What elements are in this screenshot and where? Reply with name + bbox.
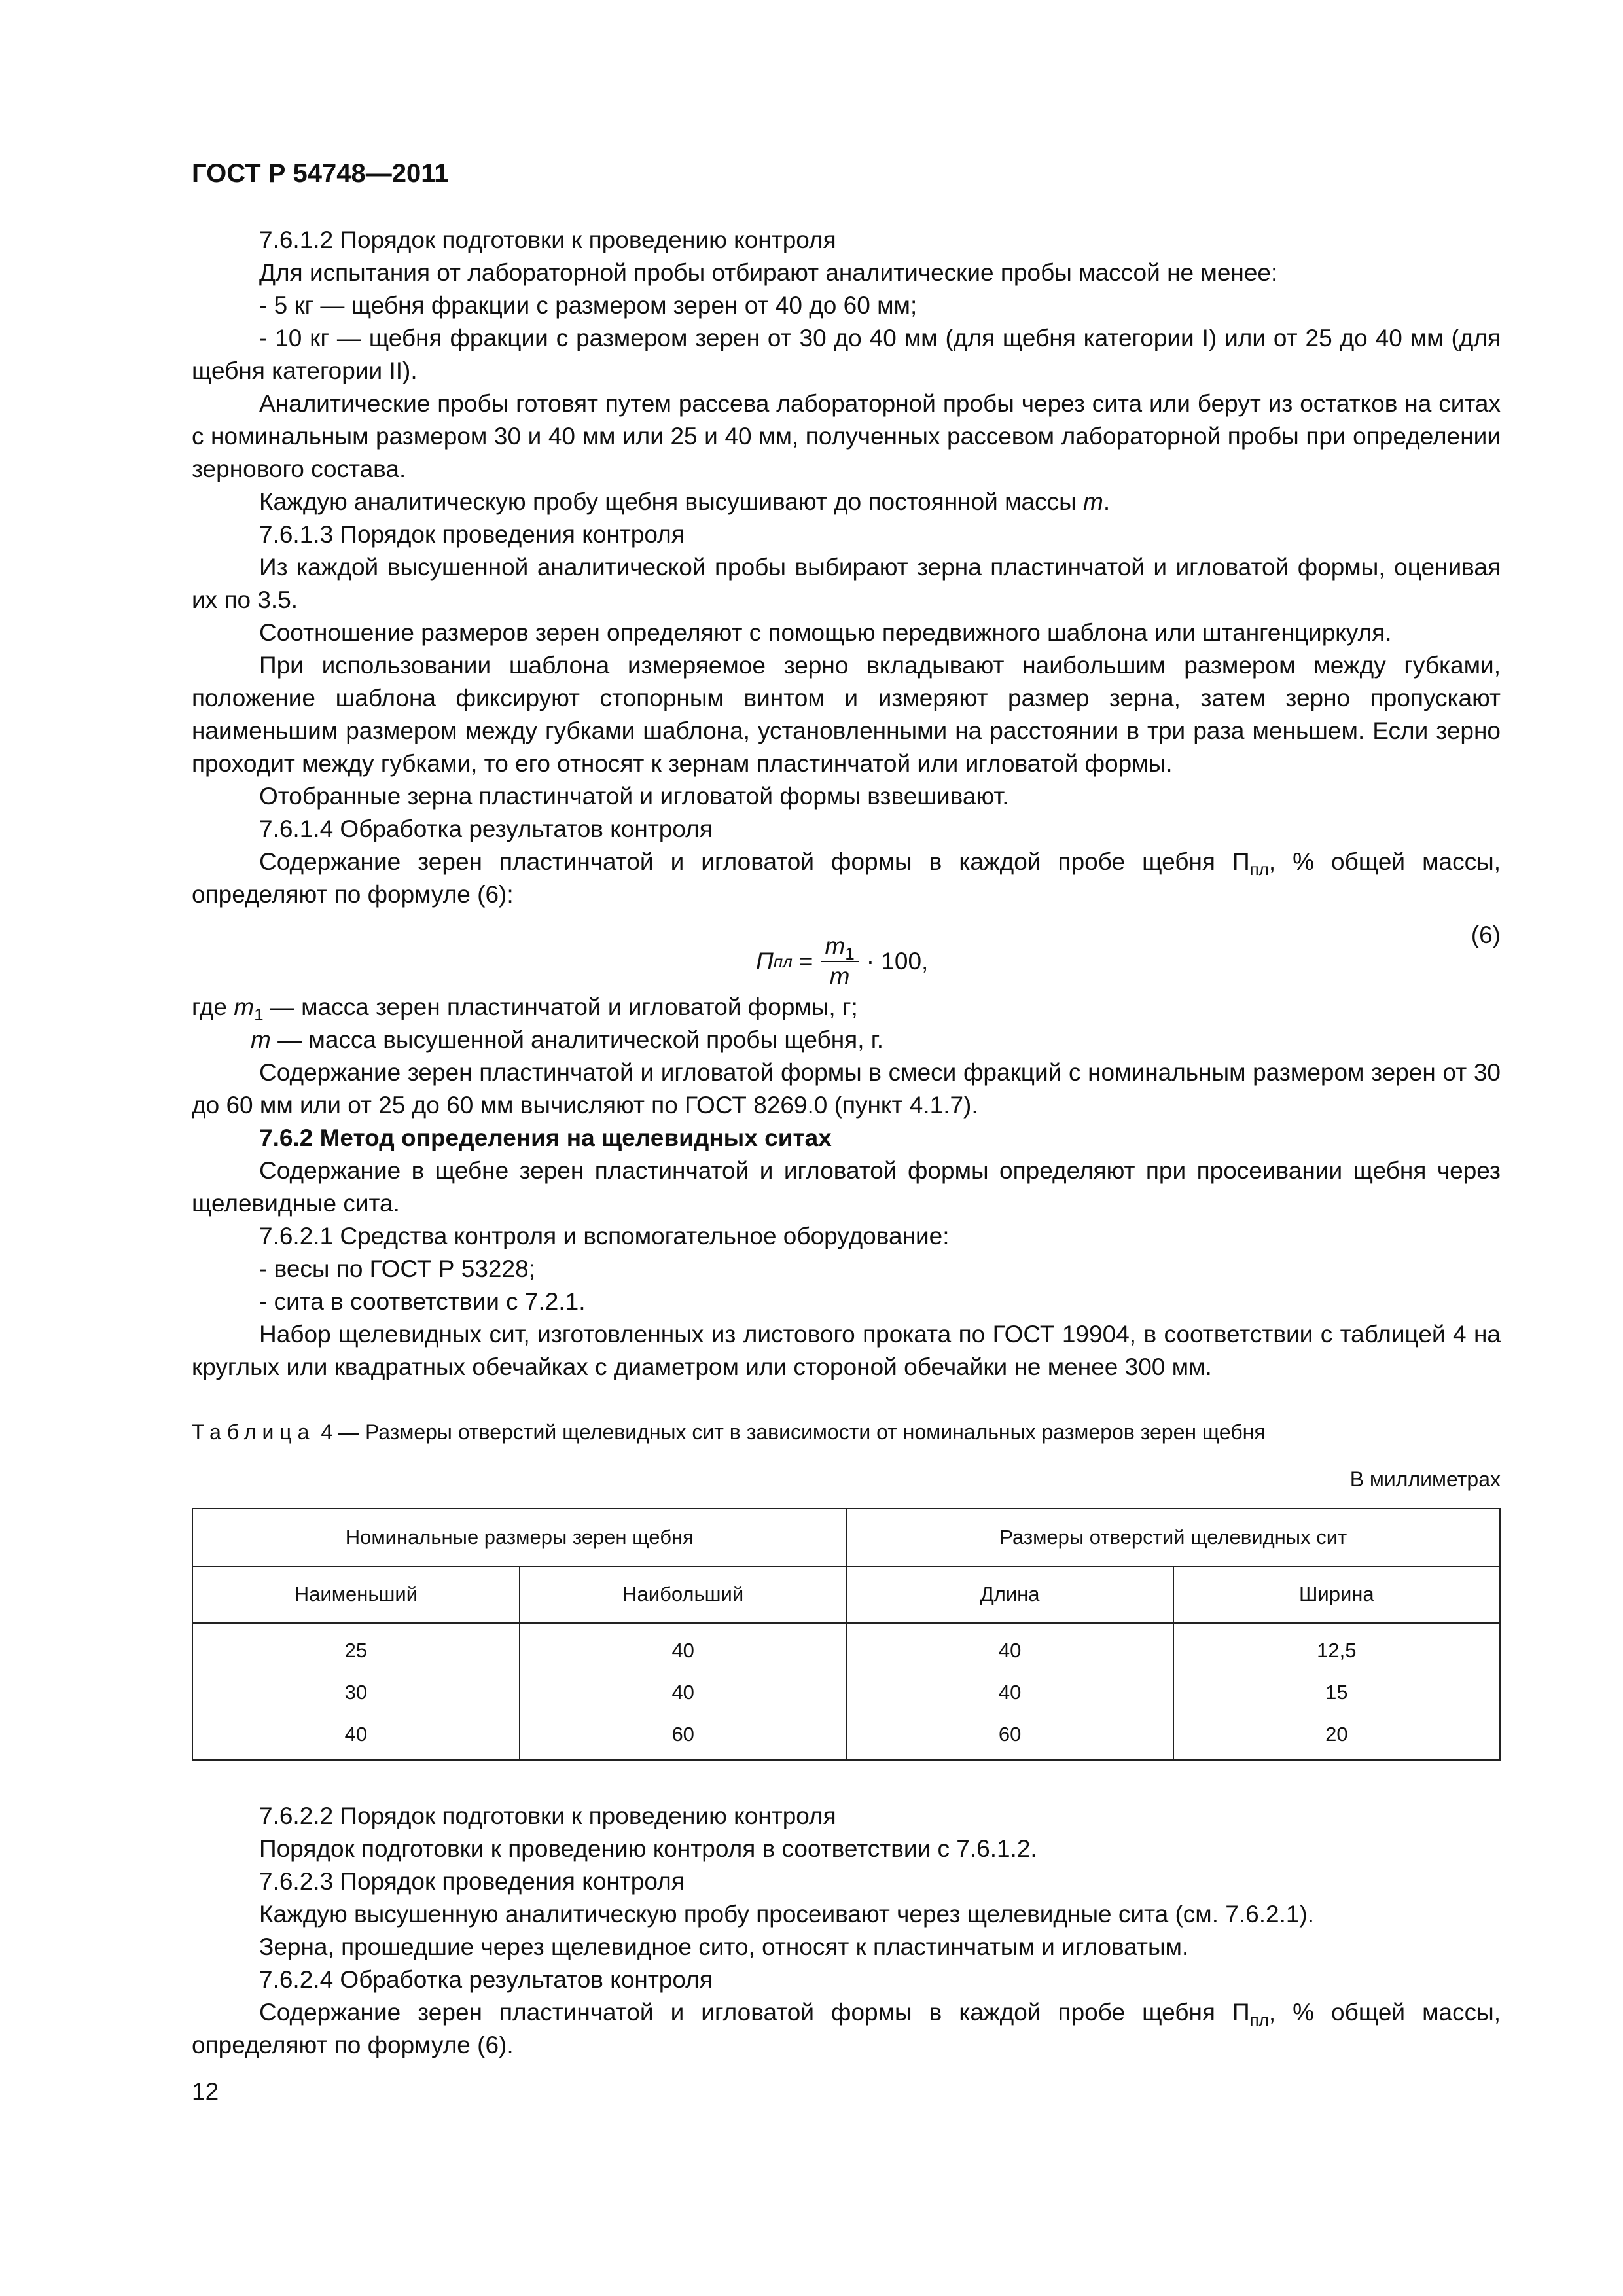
section-7-6-2: 7.6.2 Метод определения на щелевидных ситах [259,1124,832,1151]
paragraph: Каждую высушенную аналитическую пробу просеивают через щелевидные сита (см. 7.6.2.1). [259,1901,1315,1928]
paragraph: Порядок подготовки к проведению контроля в соответствии с 7.6.1.2. [259,1835,1037,1862]
column-header: Длина [847,1566,1173,1623]
fraction: $\frac{m_1}{m}$ [821,932,858,991]
table-cell: 30 [192,1672,520,1713]
equation-number: (6) [1471,922,1501,948]
paragraph: Содержание зерен пластинчатой и игловатой формы в смеси фракций с номинальным размером зерен от 30 до 60 мм или от 25 до 60 мм вычисляют по ГОСТ 8269.0 (пункт 4.1.7). [192,1059,1501,1119]
list-item: - весы по ГОСТ Р 53228; [259,1255,535,1282]
table-unit: В миллиметрах [1349,1467,1501,1491]
table-cell: 25 [192,1623,520,1672]
where-line: m — масса высушенной аналитической пробы щебня, г. [251,1026,884,1053]
section-7-6-2-1: 7.6.2.1 Средства контроля и вспомогательное оборудование: [259,1223,950,1249]
table-cell: 40 [520,1623,847,1672]
paragraph: Содержание в щебне зерен пластинчатой и игловатой формы определяют при просеивании щебня через щелевидные сита. [192,1157,1501,1217]
column-header: Наибольший [520,1566,847,1623]
document-page [192,157,1501,2062]
paragraph: Для испытания от лабораторной пробы отбирают аналитические пробы массой не менее: [259,259,1278,286]
paragraph: Содержание зерен пластинчатой и игловатой формы в каждой пробе щебня $П_{пл}$, % общей массы, определяют по формуле (6): [192,848,1501,908]
paragraph: Аналитические пробы готовят путем рассева лабораторной пробы через сита или берут из остатков на ситах с номинальным размером 30 и 40 мм или 25 и 40 мм, полученных рассевом лабораторной пробы при определении зернового состава. [192,390,1501,482]
section-7-6-1-2: 7.6.1.2 Порядок подготовки к проведению контроля [259,226,836,253]
column-header: Ширина [1173,1566,1500,1623]
table-cell: 20 [1173,1713,1500,1760]
table-cell: 40 [192,1713,520,1760]
sieve-table [192,1508,1501,1761]
paragraph: Соотношение размеров зерен определяют с помощью передвижного шаблона или штангенциркуля. [259,619,1392,646]
list-item: - 10 кг — щебня фракции с размером зерен от 30 до 40 мм (для щебня категории I) или от 25 до 40 мм (для щебня категории II). [192,325,1501,384]
section-7-6-2-2: 7.6.2.2 Порядок подготовки к проведению контроля [259,1803,836,1829]
formula-6 [192,912,1501,991]
table-cell: 40 [520,1672,847,1713]
section-7-6-1-4: 7.6.1.4 Обработка результатов контроля [259,816,713,842]
table-cell: 12,5 [1173,1623,1500,1672]
section-7-6-2-4: 7.6.2.4 Обработка результатов контроля [259,1966,713,1993]
document-header: ГОСТ Р 54748—2011 [192,159,449,188]
table-cell: 15 [1173,1672,1500,1713]
table-row [192,1672,1500,1713]
paragraph: Отобранные зерна пластинчатой и игловатой формы взвешивают. [259,783,1009,810]
formula-expression: П пл = $\frac{m_1}{m}$ · 100, [756,933,929,990]
table-cell: 40 [847,1623,1173,1672]
group-header: Размеры отверстий щелевидных сит [847,1509,1500,1566]
group-header: Номинальные размеры зерен щебня [192,1509,847,1566]
paragraph: Зерна, прошедшие через щелевидное сито, относят к пластинчатым и игловатым. [259,1933,1189,1960]
table-cell: 60 [520,1713,847,1760]
table-cell: 60 [847,1713,1173,1760]
section-7-6-1-3: 7.6.1.3 Порядок проведения контроля [259,521,685,548]
page-number: 12 [192,2078,219,2105]
table-caption: Таблица 4 — Размеры отверстий щелевидных сит в зависимости от номинальных размеров зерен щебня [192,1420,1266,1444]
paragraph: Каждую аналитическую пробу щебня высушивают до постоянной массы m. [259,488,1111,515]
table-row [192,1623,1500,1672]
paragraph: Набор щелевидных сит, изготовленных из листового проката по ГОСТ 19904, в соответствии с таблицей 4 на круглых или квадратных обечайках с диаметром или стороной обечайки не менее 300 мм. [192,1321,1501,1380]
list-item: - 5 кг — щебня фракции с размером зерен от 40 до 60 мм; [259,292,918,319]
where-line: где $m_1$ — масса зерен пластинчатой и игловатой формы, г; [192,994,858,1024]
column-header: Наименьший [192,1566,520,1623]
table-cell: 40 [847,1672,1173,1713]
table-row [192,1713,1500,1760]
paragraph: Из каждой высушенной аналитической пробы выбирают зерна пластинчатой и игловатой формы, оценивая их по 3.5. [192,554,1501,613]
paragraph: Содержание зерен пластинчатой и игловатой формы в каждой пробе щебня $П_{пл}$, % общей массы, определяют по формуле (6). [192,1999,1501,2058]
section-7-6-2-3: 7.6.2.3 Порядок проведения контроля [259,1868,685,1895]
list-item: - сита в соответствии с 7.2.1. [259,1288,586,1315]
paragraph: При использовании шаблона измеряемое зерно вкладывают наибольшим размером между губками, положение шаблона фиксируют стопорным винтом и измеряют размер зерна, затем зерно пропускают наименьшим размером между губками шаблона, установленными на расстоянии в три раза меньшем. Если зерно проходит между губками, то его относят к зернам пластинчатой или игловатой формы. [192,652,1501,777]
